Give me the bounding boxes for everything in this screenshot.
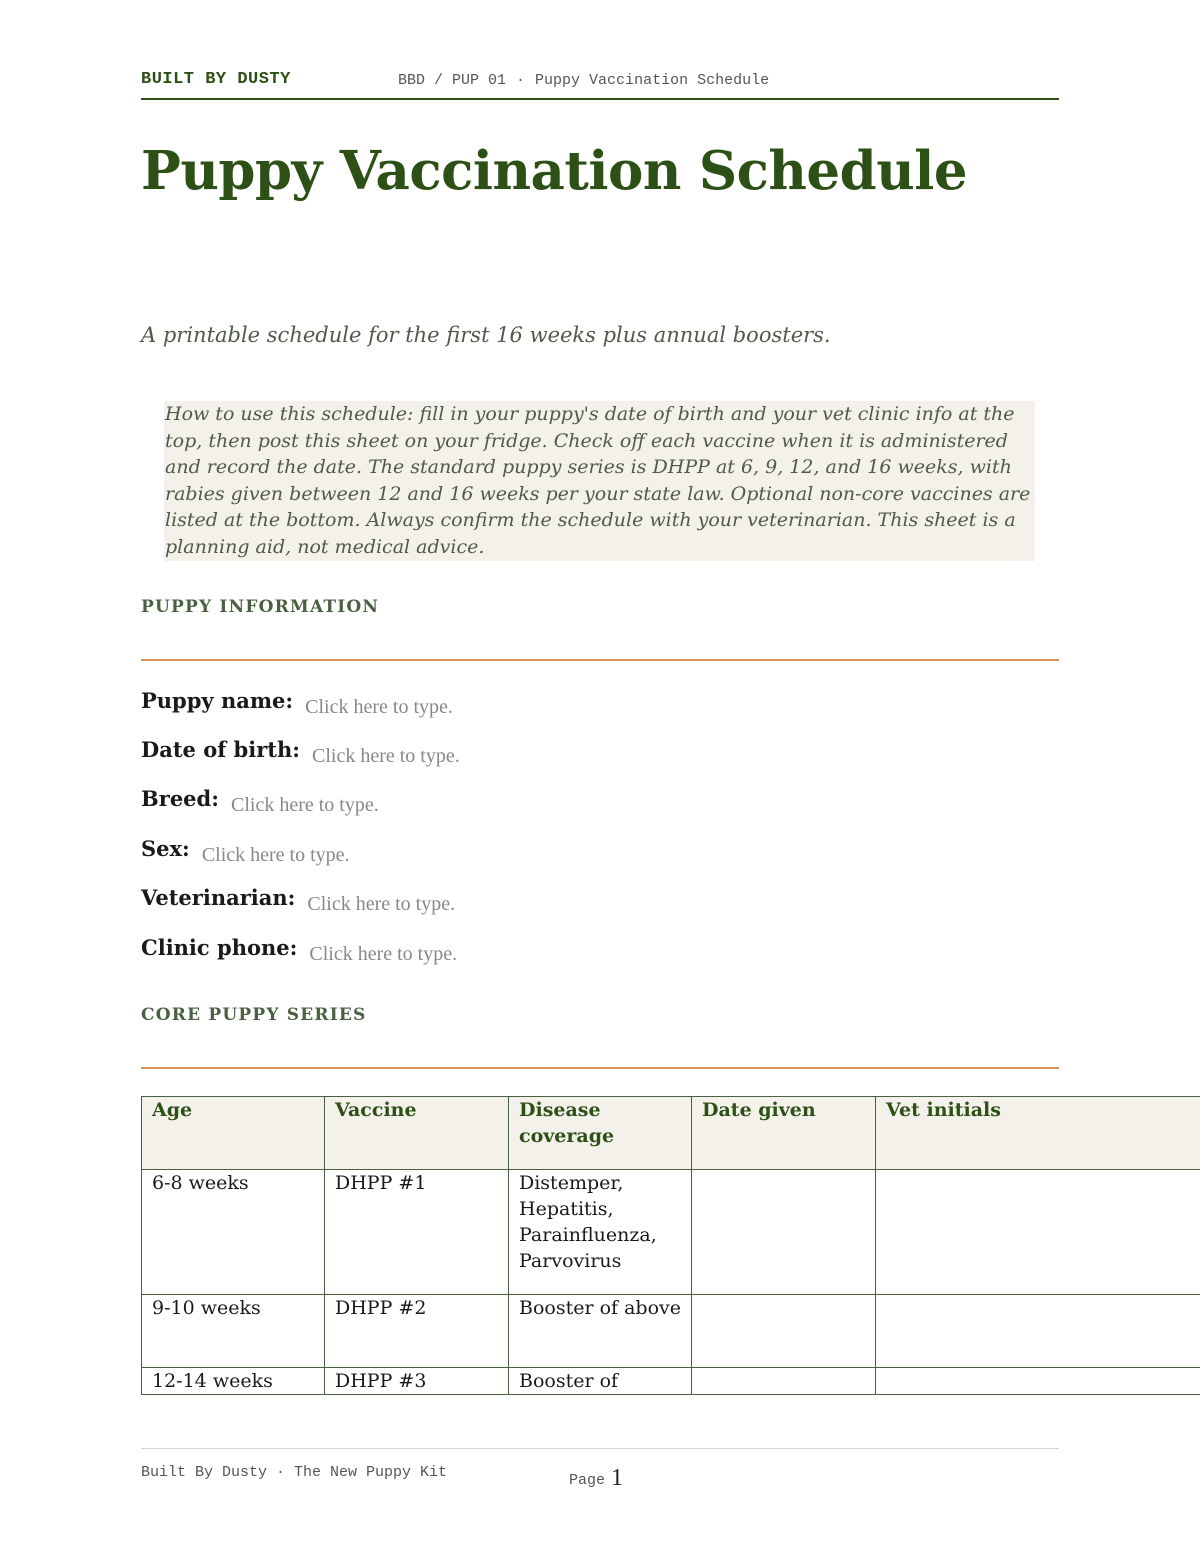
instructions-callout: How to use this schedule: fill in your puppy's date of birth and your vet clinic info at the top, then post this sheet on your fridge. Check off each vaccine when it is administered and record the date. The standard puppy series is DHPP at 6, 9, 12, and 16 weeks, with rabies given between 12 and 16 weeks per your state law. Optional non-core vaccines are listed at the bottom. Always confirm the schedule with your veterinarian. This sheet is a planning aid, not medical advice. [164, 401, 1035, 561]
cell-disease-coverage: Booster of [509, 1368, 692, 1395]
header-doc-code: BBD / PUP 01 [398, 72, 507, 89]
header-separator: · [516, 72, 526, 89]
cell-disease-coverage: Booster of above [509, 1295, 692, 1368]
date-of-birth-input[interactable]: Click here to type. [312, 745, 460, 767]
page-subtitle: A printable schedule for the first 16 weeks plus annual boosters. [141, 323, 831, 347]
cell-age: 12-14 weeks [142, 1368, 325, 1395]
footer-credit: Built By Dusty · The New Puppy Kit [141, 1464, 448, 1481]
field-label: Veterinarian: [141, 885, 296, 910]
column-header-disease-coverage: Disease coverage [509, 1097, 692, 1170]
column-header-vet-initials: Vet initials [876, 1097, 1200, 1170]
table-row [142, 1170, 1200, 1295]
cell-vet-initials[interactable] [876, 1295, 1200, 1368]
field-label: Puppy name: [141, 688, 294, 713]
column-header-age: Age [142, 1097, 325, 1170]
column-header-vaccine: Vaccine [325, 1097, 509, 1170]
field-label: Sex: [141, 836, 190, 861]
footer-page-label: Page [569, 1472, 606, 1489]
cell-vet-initials[interactable] [876, 1170, 1200, 1295]
page-title: Puppy Vaccination Schedule [141, 140, 968, 202]
field-label: Breed: [141, 786, 219, 811]
footer-page [569, 1464, 623, 1491]
column-header-date-given: Date given [692, 1097, 876, 1170]
table-header-row [142, 1097, 1200, 1170]
header-brand: BUILT BY DUSTY [141, 70, 291, 89]
cell-date-given[interactable] [692, 1295, 876, 1368]
cell-vaccine: DHPP #2 [325, 1295, 509, 1368]
field-label: Clinic phone: [141, 935, 298, 960]
vaccination-table [141, 1096, 1200, 1395]
table-row [142, 1368, 1200, 1395]
field-label: Date of birth: [141, 737, 300, 762]
cell-vet-initials[interactable] [876, 1368, 1200, 1395]
cell-vaccine: DHPP #3 [325, 1368, 509, 1395]
table-row [142, 1295, 1200, 1368]
cell-disease-coverage: Distemper, Hepatitis, Parainfluenza, Parvovirus [509, 1170, 692, 1295]
cell-vaccine: DHPP #1 [325, 1170, 509, 1295]
footer-page-number: 1 [611, 1465, 624, 1491]
cell-date-given[interactable] [692, 1368, 876, 1395]
breed-input[interactable]: Click here to type. [230, 794, 379, 816]
veterinarian-input[interactable]: Click here to type. [307, 893, 456, 915]
cell-date-given[interactable] [692, 1170, 876, 1295]
puppy-name-input[interactable]: Click here to type. [305, 696, 453, 718]
section-heading-core-series: CORE PUPPY SERIES [141, 1005, 367, 1025]
cell-age: 6-8 weeks [142, 1170, 325, 1295]
clinic-phone-input[interactable]: Click here to type. [309, 943, 458, 965]
section-heading-puppy-information: PUPPY INFORMATION [141, 597, 380, 617]
sex-input[interactable]: Click here to type. [201, 844, 350, 866]
header-doc-title: Puppy Vaccination Schedule [535, 72, 770, 89]
cell-age: 9-10 weeks [142, 1295, 325, 1368]
footer-rule [141, 1448, 1059, 1449]
